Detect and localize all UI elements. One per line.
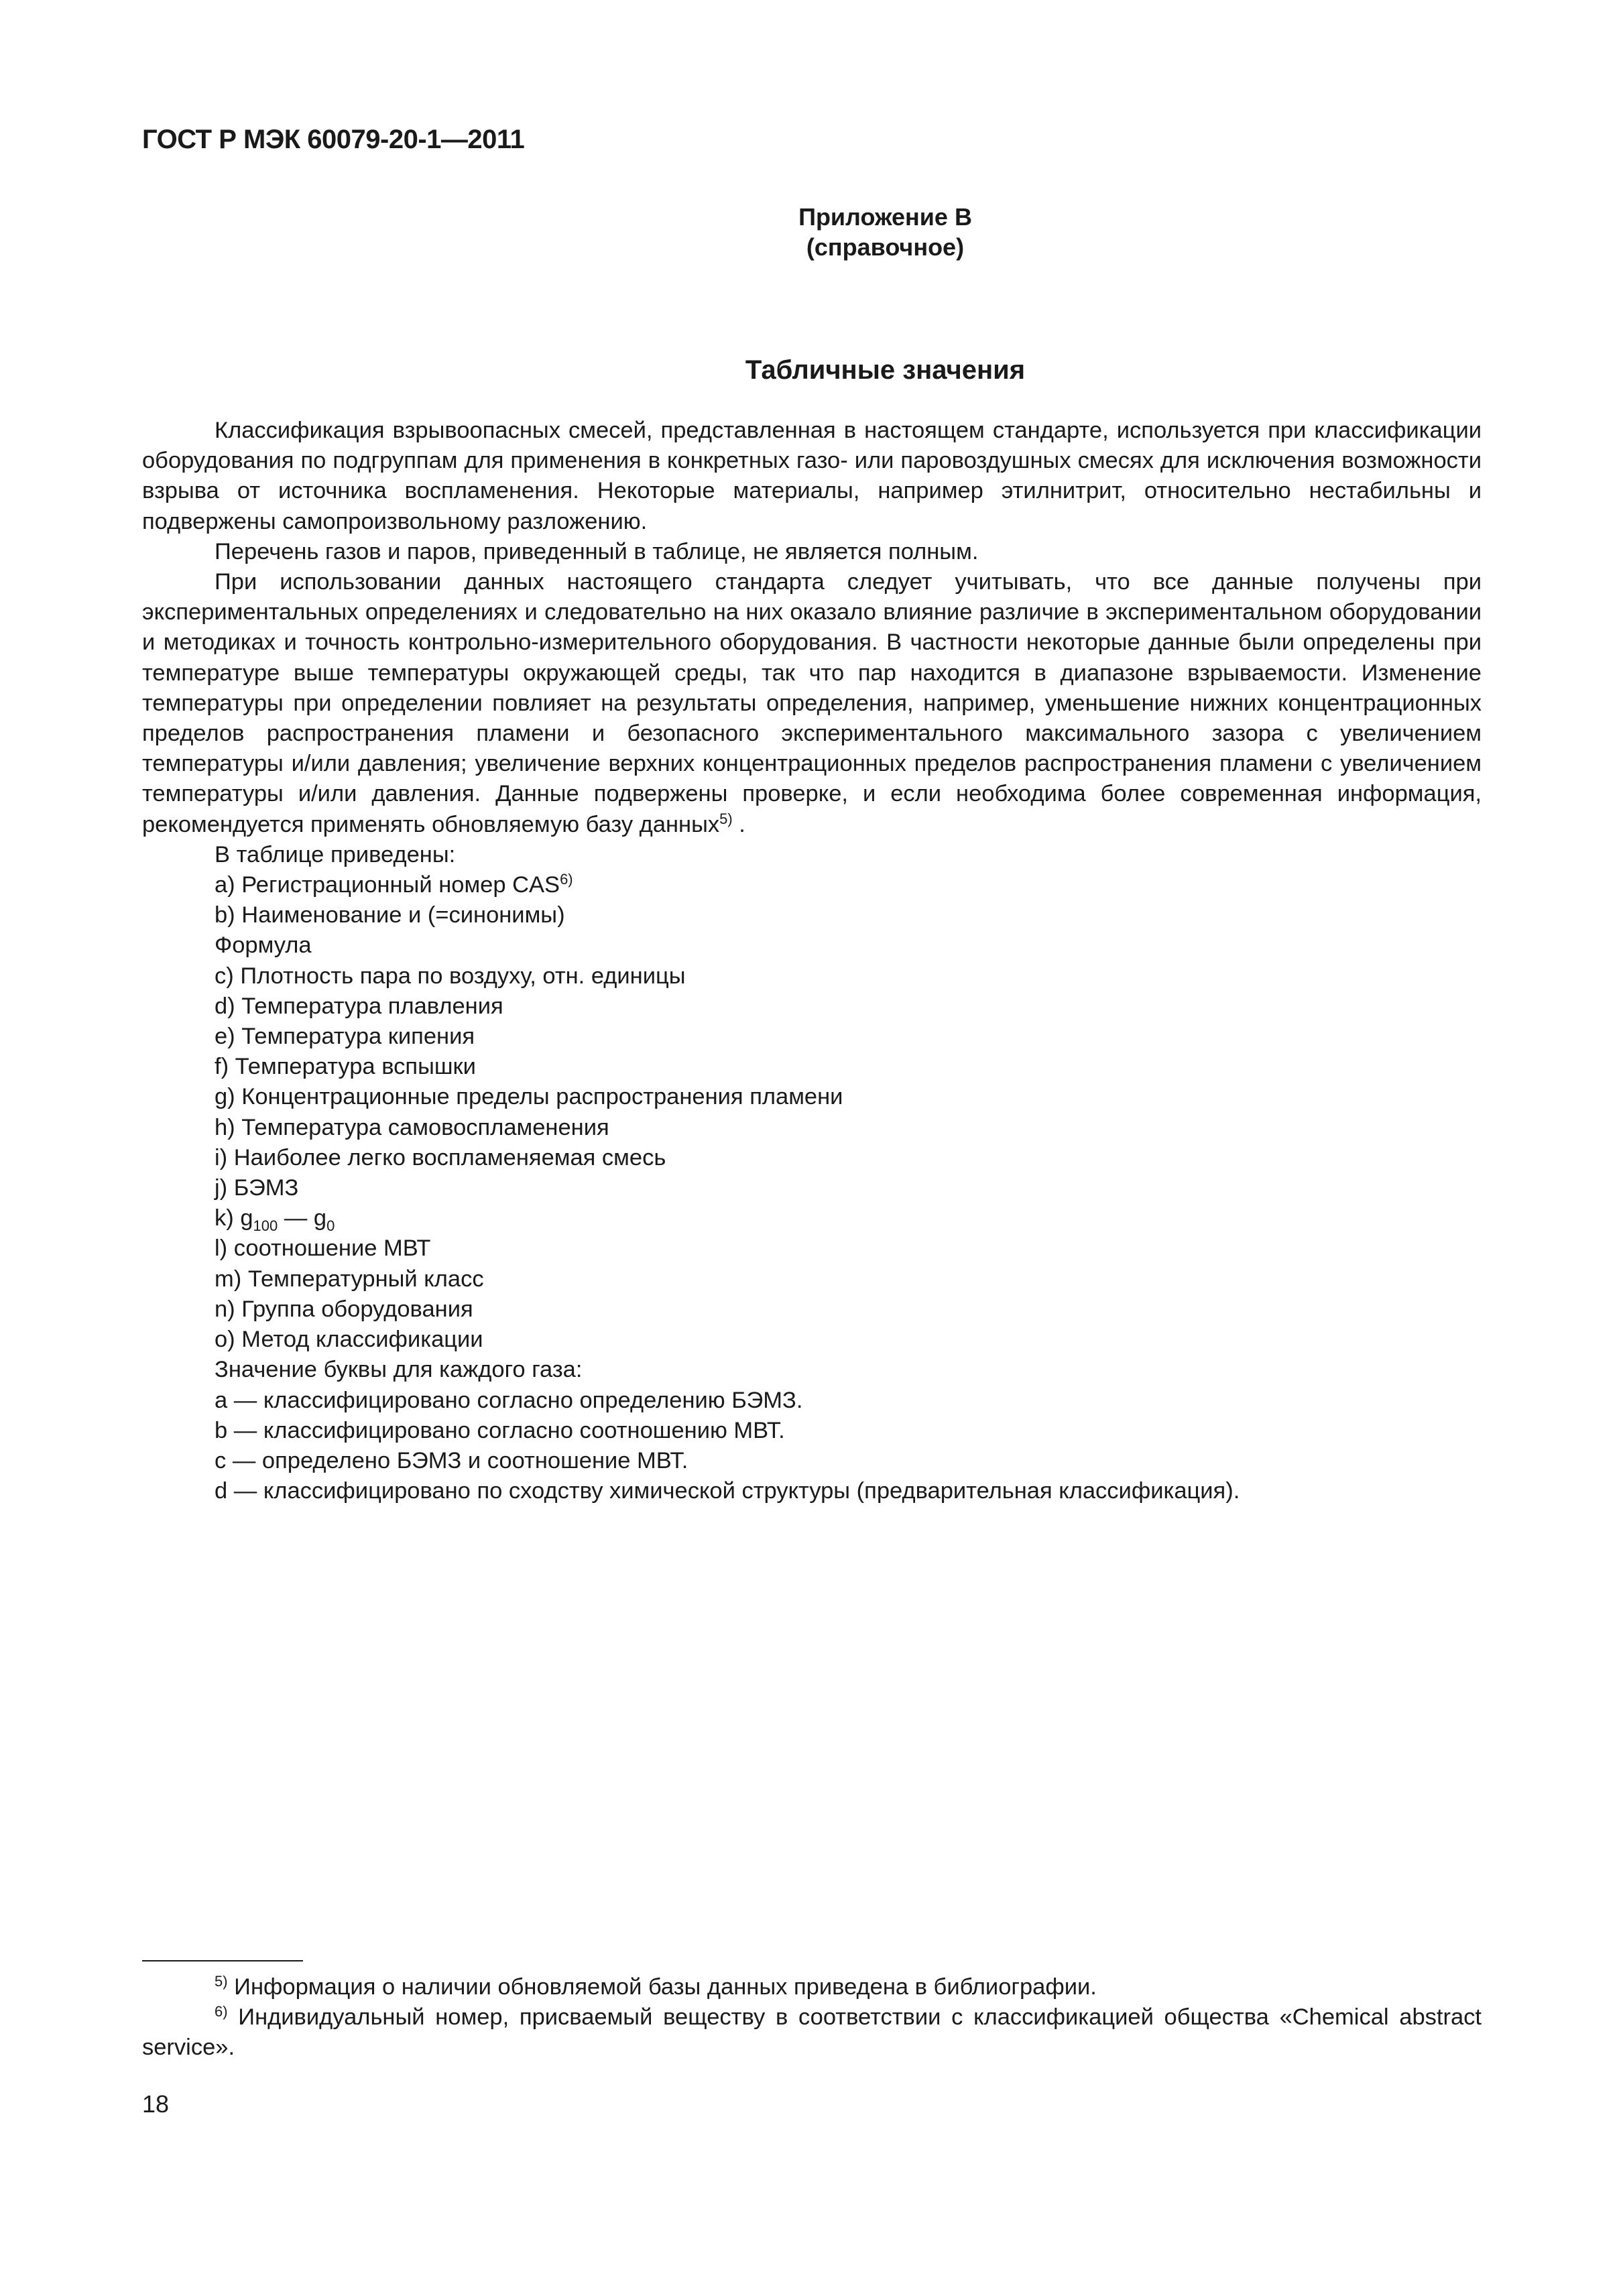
letter-d: d — классифицировано по сходству химической структуры (предварительная классификация). (215, 1478, 1240, 1504)
letter-c: c — определено БЭМЗ и соотношение МВТ. (215, 1447, 688, 1473)
list-item-c: c) Плотность пара по воздуху, отн. единицы (215, 963, 686, 989)
list-item-formula: Формула (215, 932, 312, 959)
paragraph-end: . (732, 811, 745, 837)
list-item-b: b) Наименование и (=синонимы) (215, 902, 565, 928)
list-item-a-text: a) Регистрационный номер CAS (215, 872, 560, 898)
footnote-6-text: Индивидуальный номер, присваемый веществу в соответствии с классификацией общества «Chemical abstract service». (142, 2004, 1482, 2060)
footnote-5 (142, 1972, 1482, 2002)
list-item-k-sub-0: 0 (326, 1217, 335, 1235)
footnote-6 (142, 2002, 1482, 2063)
list-item-j: j) БЭМЗ (215, 1175, 299, 1201)
list-item-m: m) Температурный класс (215, 1266, 484, 1292)
letter-b: b — классифицировано согласно соотношению МВТ. (215, 1417, 785, 1443)
letters-intro: Значение буквы для каждого газа: (215, 1357, 583, 1383)
footnote-ref-6: 6) (560, 871, 573, 888)
table-contents-intro: В таблице приведены: (215, 841, 456, 867)
list-item-n: n) Группа оборудования (215, 1296, 473, 1322)
footnote-ref-5: 5) (719, 810, 733, 827)
document-header: ГОСТ Р МЭК 60079-20-1—2011 (142, 125, 525, 154)
paragraph-data-usage-text: При использовании данных настоящего стандарта следует учитывать, что все данные получены при экспериментальных определениях и следовательно на них оказало влияние различие в экспериментальном оборудовании и методиках и точность контрольно-измерительного оборудования. В частности некоторые данные были определены при температуре выше температуры окружающей среды, так что пар находится в диапазоне взрываемости. Изменение температуры при определении повлияет на результаты определения, например, уменьшение нижних концентрационных пределов распространения пламени и безопасного экспериментального максимального зазора с увеличением температуры и/или давления; увеличение верхних концентрационных пределов распространения пламени с увеличением температуры и/или давления. Данные подвержены проверке, и если необходима более современная информация, рекомендуется применять обновляемую базу данных (142, 569, 1482, 837)
page-number: 18 (142, 2090, 170, 2118)
list-item-g: g) Концентрационные пределы распространения пламени (215, 1084, 843, 1110)
list-item-e: e) Температура кипения (215, 1024, 475, 1050)
list-item-k-sub-100: 100 (253, 1217, 278, 1235)
paragraph-data-usage (142, 567, 1482, 840)
list-item-o: o) Метод классификации (215, 1327, 483, 1353)
list-item-h: h) Температура самовоспламенения (215, 1114, 609, 1140)
footnote-5-mark: 5) (215, 1973, 228, 1990)
list-item-k-prefix: k) g (215, 1205, 253, 1231)
footnote-5-text: Информация о наличии обновляемой базы данных приведена в библиографии. (227, 1974, 1097, 2000)
annex-subtitle: (справочное) (806, 233, 965, 261)
list-item-d: d) Температура плавления (215, 993, 503, 1019)
list-item-a (142, 870, 1482, 900)
annex-title: Приложение В (798, 203, 972, 231)
letter-a: a — классифицировано согласно определению БЭМЗ. (215, 1387, 803, 1413)
footnote-6-mark: 6) (215, 2003, 228, 2020)
list-item-l: l) соотношение МВТ (215, 1235, 431, 1262)
body-text (142, 416, 1482, 1506)
paragraph-classification: Классификация взрывоопасных смесей, представленная в настоящем стандарте, используется при классификации оборудования по подгруппам для применения в конкретных газо- или паровоздушных смесях для исключения возможности взрыва от источника воспламенения. Некоторые материалы, например этилнитрит, относительно нестабильны и подвержены самопроизвольному разложению. (142, 418, 1482, 534)
footnote-divider (142, 1960, 303, 1961)
paragraph-list-incomplete: Перечень газов и паров, приведенный в таблице, не является полным. (215, 538, 979, 564)
list-item-k-mid: — g (278, 1205, 327, 1231)
section-title: Табличные значения (745, 355, 1026, 385)
footnotes (142, 1972, 1482, 2063)
list-item-k (142, 1203, 1482, 1233)
list-item-f: f) Температура вспышки (215, 1054, 476, 1080)
list-item-i: i) Наиболее легко воспламеняемая смесь (215, 1144, 666, 1170)
